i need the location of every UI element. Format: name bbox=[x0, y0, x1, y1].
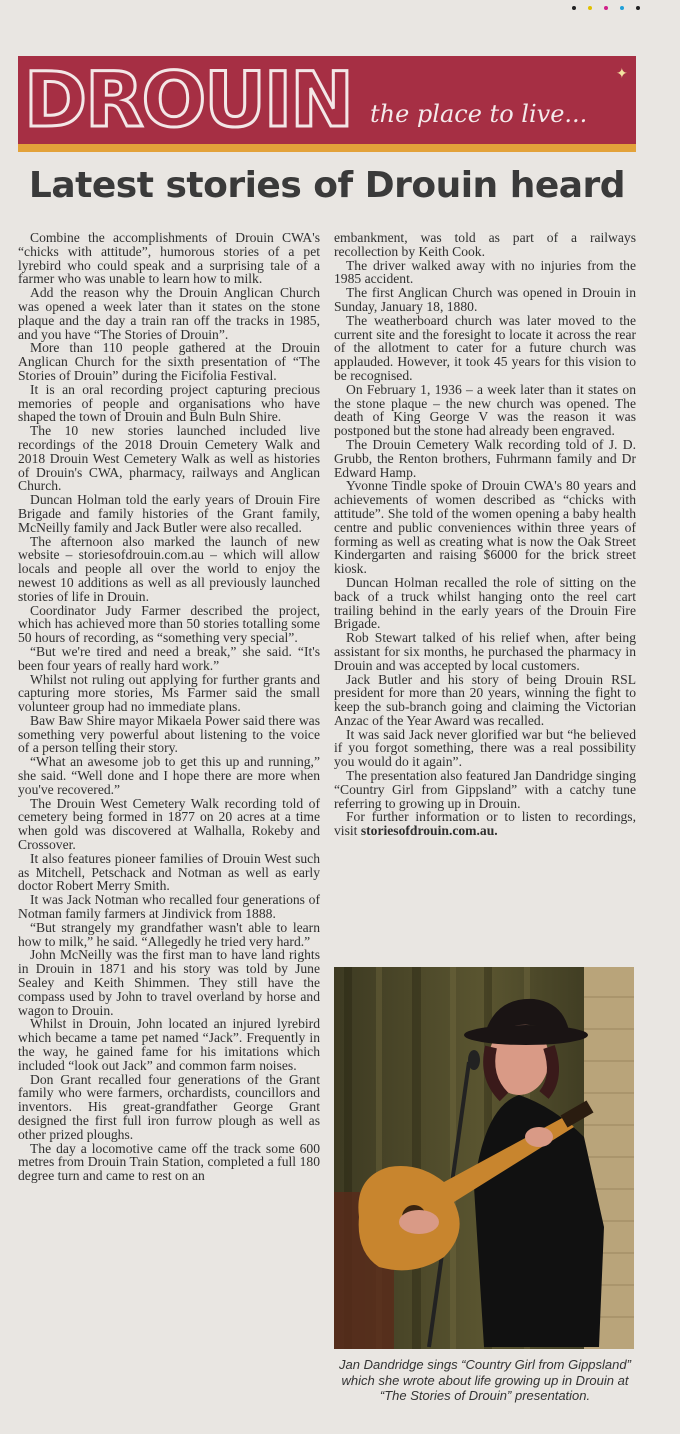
masthead-title: DROUIN bbox=[24, 56, 352, 144]
banner-stripe bbox=[18, 144, 636, 152]
paragraph: Add the reason why the Drouin Anglican Church was opened a week later than it states on the stone plaque and the day a train ran off the tracks in 1985, and you have “The Stories of Drouin”. bbox=[18, 285, 320, 342]
paragraph: Combine the accomplishments of Drouin CWA's “chicks with attitude”, humorous stories of a pet lyrebird who could speak and a surprising tale of a farmer who was unable to learn how to milk. bbox=[18, 230, 320, 287]
paragraph: Whilst not ruling out applying for further grants and capturing more stories, Ms Farmer said the small volunteer group had no immediate plans. bbox=[18, 671, 320, 715]
paragraph: Coordinator Judy Farmer described the project, which has achieved more than 50 stories totalling some 50 hours of recording, as “something very special”. bbox=[18, 602, 320, 646]
paragraph: The weatherboard church was later moved to the current site and the foresight to locate it across the rear of the allotment to cater for a future church was applauded. However, it took 45 years for this vision to be recognised. bbox=[334, 312, 636, 383]
paragraph: It was Jack Notman who recalled four generations of Notman family farmers at Jindivick from 1888. bbox=[18, 892, 320, 922]
paragraph: embankment, was told as part of a railways recollection by Keith Cook. bbox=[334, 230, 636, 259]
paragraph: The 10 new stories launched included live recordings of the 2018 Drouin Cemetery Walk and 2018 Drouin West Cemetery Walk as well as histories of Drouin's CWA, pharmacy, railways and Anglican Church. bbox=[18, 423, 320, 494]
registration-dot bbox=[604, 6, 608, 10]
article-left-column bbox=[18, 231, 320, 1183]
paragraph: Don Grant recalled four generations of the Grant family who were farmers, orchardists, councillors and inventors. His great-grandfather George Grant designed the first full iron furrow plough as well as other prized ploughs. bbox=[18, 1071, 320, 1142]
article-right-column bbox=[334, 231, 636, 838]
closing-paragraph bbox=[334, 810, 636, 838]
registration-dot bbox=[636, 6, 640, 10]
paragraph: The Drouin West Cemetery Walk recording told of cemetery being formed in 1877 on 20 acres at a time when gold was discovered at Walhalla, Rokeby and Crossover. bbox=[18, 795, 320, 853]
paragraph: It also features pioneer families of Drouin West such as Mitchell, Petschack and Notman as well as early doctor Robert Merry Smith. bbox=[18, 850, 320, 894]
paragraph: Duncan Holman recalled the role of sitting on the back of a truck whilst hanging onto the reel cart trailing behind in the early years of the Drouin Fire Brigade. bbox=[334, 574, 636, 632]
strumming-hand bbox=[399, 1210, 439, 1234]
masthead-banner bbox=[18, 56, 636, 152]
registration-dot bbox=[620, 6, 624, 10]
paragraph: The afternoon also marked the launch of new website – storiesofdrouin.com.au – which will allow locals and people all over the world to enjoy the newest 10 additions as well as all previously launched stories of life in Drouin. bbox=[18, 533, 320, 604]
performer-photo-illustration bbox=[334, 967, 634, 1349]
paragraph: Yvonne Tindle spoke of Drouin CWA's 80 years and achievements of women described as “chicks with attitude”. She told of the women opening a baby health centre and public conveniences within three years of forming as well as creating what is now the Oak Street Kindergarten and raising $6000 for the brick street kiosk. bbox=[334, 478, 636, 577]
website-link[interactable]: storiesofdrouin.com.au. bbox=[360, 823, 498, 839]
paragraph: Jack Butler and his story of being Drouin RSL president for more than 20 years, winning the fight to keep the sub-branch going and claiming the Victorian Anzac of the Year Award was recalled. bbox=[334, 671, 636, 728]
microphone-icon bbox=[468, 1050, 480, 1070]
print-registration-marks bbox=[572, 6, 640, 10]
masthead-tagline: the place to live... bbox=[370, 100, 588, 128]
paragraph: “But we're tired and need a break,” she said. “It's been four years of really hard work.” bbox=[18, 643, 320, 673]
paragraph: It was said Jack never glorified war but “he believed if you forgot something, there was a real possibility you would do it again”. bbox=[334, 726, 636, 770]
paragraph: The Drouin Cemetery Walk recording told of J. D. Grubb, the Renton brothers, Fuhrmann family and Dr Edward Hamp. bbox=[334, 436, 636, 480]
paragraph: The first Anglican Church was opened in Drouin in Sunday, January 18, 1880. bbox=[334, 285, 636, 314]
fretting-hand bbox=[525, 1127, 553, 1147]
registration-dot bbox=[572, 6, 576, 10]
paragraph: John McNeilly was the first man to have land rights in Drouin in 1871 and his story was told by June Sealey and Keith Shimmen. They still have the compass used by John to travel overland by horse and wagon to Drouin. bbox=[18, 947, 320, 1018]
article-headline: Latest stories of Drouin heard bbox=[28, 165, 626, 206]
paragraph: The day a locomotive came off the track some 600 metres from Drouin Train Station, completed a full 180 degree turn and came to rest on an bbox=[18, 1140, 320, 1184]
sparkle-icon: ✦ bbox=[616, 67, 628, 82]
paragraph: It is an oral recording project capturing precious memories of people and organisations who have shaped the town of Drouin and Buln Buln Shire. bbox=[18, 381, 320, 425]
paragraph: “What an awesome job to get this up and running,” she said. “Well done and I hope there are more when you've recovered.” bbox=[18, 754, 320, 797]
performer-photo bbox=[334, 967, 634, 1349]
paragraph: “But strangely my grandfather wasn't able to learn how to milk,” he said. “Allegedly he tried very hard.” bbox=[18, 919, 320, 949]
paragraph: Duncan Holman told the early years of Drouin Fire Brigade and family histories of the Grant family, McNeilly family and Jack Butler were also recalled. bbox=[18, 492, 320, 535]
paragraph: Whilst in Drouin, John located an injured lyrebird which became a tame pet named “Jack”. Frequently in the way, he gained fame for his imitations which included “look out Jack” and common farm noises. bbox=[18, 1016, 320, 1073]
closing-text: For further information or to listen to recordings, visit bbox=[334, 809, 636, 839]
paragraph: More than 110 people gathered at the Drouin Anglican Church for the sixth presentation of “The Stories of Drouin” during the Ficifolia Festival. bbox=[18, 340, 320, 383]
photo-caption: Jan Dandridge sings “Country Girl from Gippsland” which she wrote about life growing up in Drouin at “The Stories of Drouin” presentation. bbox=[339, 1357, 631, 1403]
registration-dot bbox=[588, 6, 592, 10]
paragraph: Rob Stewart talked of his relief when, after being assistant for six months, he purchased the pharmacy in Drouin and was accepted by local customers. bbox=[334, 630, 636, 673]
paragraph: On February 1, 1936 – a week later than it states on the stone plaque – the new church was opened. The death of King George V was the reason it was postponed but the stone had already been engraved. bbox=[334, 381, 636, 439]
paragraph: The presentation also featured Jan Dandridge singing “Country Girl from Gippsland” with a catchy tune referring to growing up in Drouin. bbox=[334, 768, 636, 811]
paragraph: The driver walked away with no injuries from the 1985 accident. bbox=[334, 257, 636, 287]
paragraph: Baw Baw Shire mayor Mikaela Power said there was something very powerful about listening to the voice of a person telling their story. bbox=[18, 712, 320, 756]
